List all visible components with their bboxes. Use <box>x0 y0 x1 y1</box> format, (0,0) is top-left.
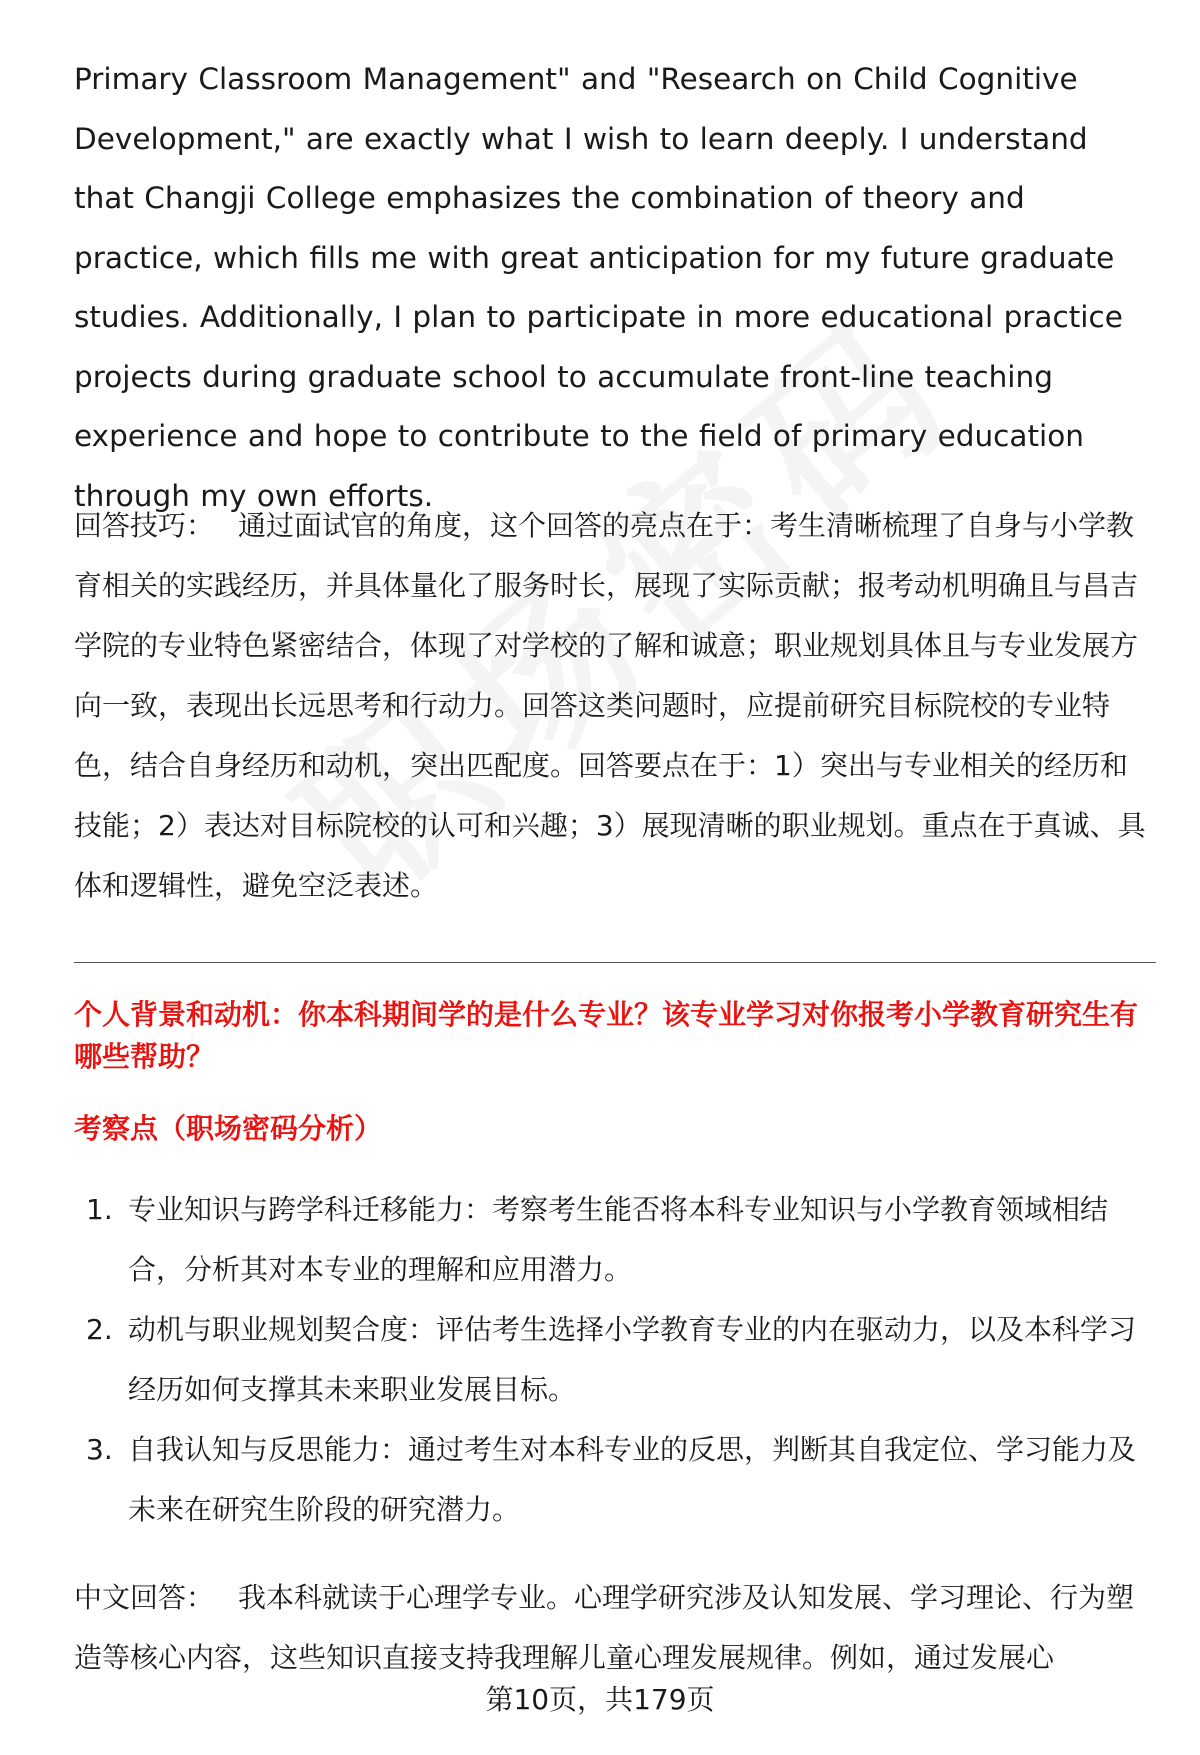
english-answer-paragraph: Primary Classroom Management" and "Research on Child Cognitive Development," are exactly what I wish to learn deeply. I understand that Changji College emphasizes the combination of theory and practice, which fills me with great anticipation for my future graduate studies. Additionally, I plan to participate in more educational practice projects during graduate school to accumulate front-line teaching experience and hope to contribute to the field of primary education through my own efforts. <box>74 62 1123 513</box>
chinese-answer-label: 中文回答： <box>74 1581 215 1614</box>
list-item-number: 3. <box>86 1433 113 1466</box>
question-heading: 个人背景和动机：你本科期间学的是什么专业？该专业学习对你报考小学教育研究生有哪些帮助？ <box>74 998 1139 1073</box>
list-item-text: 自我认知与反思能力：通过考生对本科专业的反思，判断其自我定位、学习能力及未来在研究生阶段的研究潜力。 <box>128 1433 1137 1526</box>
assessment-points-list <box>74 1180 1156 1540</box>
chinese-answer-paragraph <box>74 1568 1154 1688</box>
list-item <box>74 1300 1156 1420</box>
answer-tip-label: 回答技巧： <box>74 509 215 542</box>
section-divider <box>74 962 1156 963</box>
page-number-footer: 第10页，共179页 <box>485 1683 715 1716</box>
list-item-text: 动机与职业规划契合度：评估考生选择小学教育专业的内在驱动力，以及本科学习经历如何支撑其未来职业发展目标。 <box>128 1313 1137 1406</box>
chinese-answer-text: 我本科就读于心理学专业。心理学研究涉及认知发展、学习理论、行为塑造等核心内容，这些知识直接支持我理解儿童心理发展规律。例如，通过发展心 <box>74 1581 1135 1674</box>
list-item <box>74 1420 1156 1540</box>
list-item-text: 专业知识与跨学科迁移能力：考察考生能否将本科专业知识与小学教育领域相结合，分析其对本专业的理解和应用潜力。 <box>128 1193 1109 1286</box>
list-item-number: 2. <box>86 1313 113 1346</box>
list-item-number: 1. <box>86 1193 113 1226</box>
list-item <box>74 1180 1156 1300</box>
answer-tip-text: 通过面试官的角度，这个回答的亮点在于：考生清晰梳理了自身与小学教育相关的实践经历，并具体量化了服务时长，展现了实际贡献；报考动机明确且与昌吉学院的专业特色紧密结合，体现了对学校的了解和诚意；职业规划具体且与专业发展方向一致，表现出长远思考和行动力。回答这类问题时，应提前研究目标院校的专业特色，结合自身经历和动机，突出匹配度。回答要点在于：1）突出与专业相关的经历和技能；2）表达对目标院校的认可和兴趣；3）展现清晰的职业规划。重点在于真诚、具体和逻辑性，避免空泛表述。 <box>74 509 1146 902</box>
analysis-heading: 考察点（职场密码分析） <box>74 1112 383 1145</box>
answer-tip-paragraph <box>74 496 1154 916</box>
